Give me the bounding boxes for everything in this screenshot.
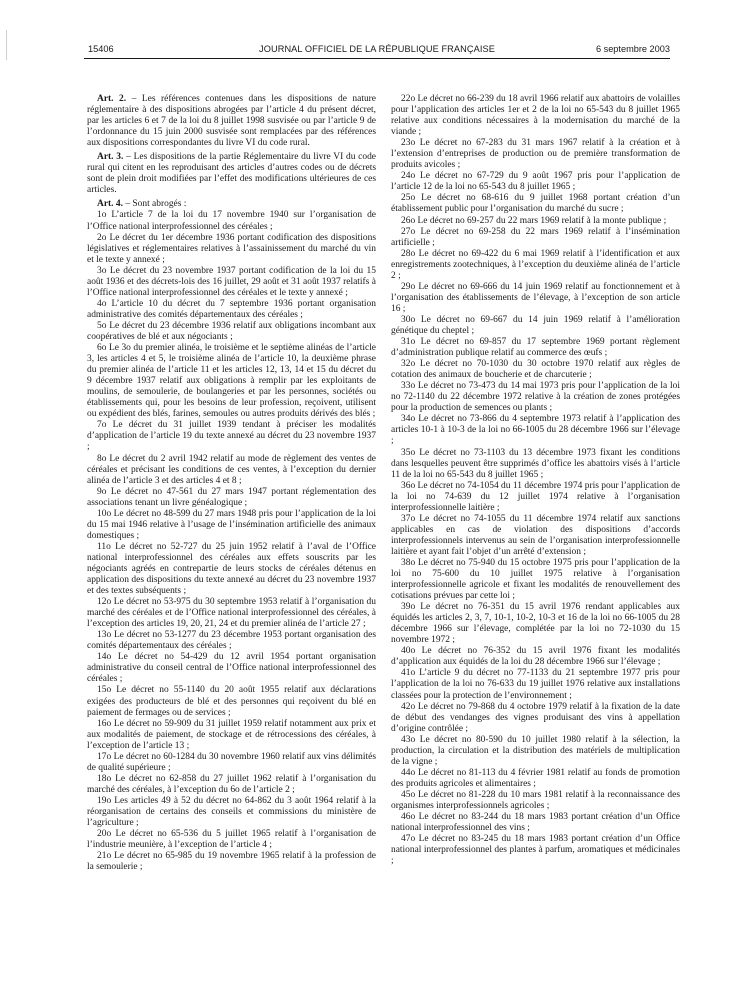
- list-item: 7o Le décret du 31 juillet 1939 tendant à préciser les modalités d’application de l’article 19 du texte annexé au décret du 23 novembre 1937 ;: [87, 420, 376, 453]
- list-item: 46o Le décret no 83-244 du 18 mars 1983 portant création d’un Office national interprofessionnel des vins ;: [391, 812, 680, 834]
- article-text: – Sont abrogés :: [122, 199, 187, 210]
- list-item: 32o Le décret no 70-1030 du 30 octobre 1970 relatif aux règles de cotation des animaux de boucherie et de charcuterie ;: [391, 359, 680, 381]
- list-item: 14o Le décret no 54-429 du 12 avril 1954 portant organisation administrative du conseil central de l’Office national interprofessionnel des céréales ;: [87, 652, 376, 685]
- list-item: 9o Le décret no 47-561 du 27 mars 1947 portant réglementation des associations tenant un livre généalogique ;: [87, 486, 376, 508]
- right-column: [391, 94, 680, 867]
- list-item: 12o Le décret no 53-975 du 30 septembre 1953 relatif à l’organisation du marché des céréales et de l’Office national interprofessionnel des céréales, à l’exception des articles 19, 20, 21, 24 et du premier alinéa de l’article 27 ;: [87, 597, 376, 630]
- list-item: 29o Le décret no 69-666 du 14 juin 1969 relatif au fonctionnement et à l’organisation des établissements de l’élevage, à l’exception de son article 16 ;: [391, 281, 680, 314]
- list-item: 40o Le décret no 76-352 du 15 avril 1976 fixant les modalités d’application aux équidés de la loi du 28 décembre 1966 sur l’élevage ;: [391, 646, 680, 668]
- list-item: 11o Le décret no 52-727 du 25 juin 1952 relatif à l’aval de l’Office national interprofessionnel des céréales aux effets souscrits par les négociants agréés en contrepartie de leurs stocks de céréales détenus en application des dispositions du texte annexé au décret du 23 novembre 1937 et des textes subséquents ;: [87, 541, 376, 597]
- list-item: 23o Le décret no 67-283 du 31 mars 1967 relatif à la création et à l’extension d’entreprises de production ou de première transformation de produits avicoles ;: [391, 138, 680, 171]
- list-item: 24o Le décret no 67-729 du 9 août 1967 pris pour l’application de l’article 12 de la loi no 65-543 du 8 juillet 1965 ;: [391, 171, 680, 193]
- list-item: 22o Le décret no 66-239 du 18 avril 1966 relatif aux abattoirs de volailles pour l’application des articles 1er et 2 de la loi no 65-543 du 8 juillet 1965 relative aux conditions nécessaires à la modernisation du marché de la viande ;: [391, 94, 680, 138]
- list-item: 43o Le décret no 80-590 du 10 juillet 1980 relatif à la sélection, la production, la circulation et la distribution des matériels de multiplication de la vigne ;: [391, 734, 680, 767]
- list-item: 45o Le décret no 81-228 du 10 mars 1981 relatif à la reconnaissance des organismes interprofessionnels agricoles ;: [391, 789, 680, 811]
- left-column: [87, 94, 376, 873]
- article-text: – Les dispositions de la partie Réglementaire du livre VI du code rural qui citent en les reproduisant des articles d’autres codes ou de décrets sont de plein droit modifiées par l’effet des modifications ultérieures de ces articles.: [87, 152, 376, 196]
- list-item: 33o Le décret no 73-473 du 14 mai 1973 pris pour l’application de la loi no 72-1140 du 22 décembre 1972 relative à la création de zones protégées pour la production de semences ou plants ;: [391, 381, 680, 414]
- list-item: 34o Le décret no 73-866 du 4 septembre 1973 relatif à l’application des articles 10-1 à 10-3 de la loi no 66-1005 du 28 décembre 1966 sur l’élevage ;: [391, 414, 680, 447]
- article-label: Art. 2.: [97, 94, 127, 104]
- article-4: [87, 199, 376, 210]
- list-item: 13o Le décret no 53-1277 du 23 décembre 1953 portant organisation des comités départementaux des céréales ;: [87, 630, 376, 652]
- list-item: 44o Le décret no 81-113 du 4 février 1981 relatif au fonds de promotion des produits agricoles et alimentaires ;: [391, 767, 680, 789]
- list-item: 10o Le décret no 48-599 du 27 mars 1948 pris pour l’application de la loi du 15 mai 1946 relative à l’usage de l’insémination artificielle des animaux domestiques ;: [87, 508, 376, 541]
- list-item: 17o Le décret no 60-1284 du 30 novembre 1960 relatif aux vins délimités de qualité supérieure ;: [87, 751, 376, 773]
- list-item: 28o Le décret no 69-422 du 6 mai 1969 relatif à l’identification et aux enregistrements zootechniques, à l’exception du deuxième alinéa de l’article 2 ;: [391, 248, 680, 281]
- journal-title: JOURNAL OFFICIEL DE LA RÉPUBLIQUE FRANÇAISE: [259, 44, 495, 54]
- list-item: 4o L’article 10 du décret du 7 septembre 1936 portant organisation administrative des comités départementaux des céréales ;: [87, 298, 376, 320]
- list-item: 27o Le décret no 69-258 du 22 mars 1969 relatif à l’insémination artificielle ;: [391, 226, 680, 248]
- list-item: 3o Le décret du 23 novembre 1937 portant codification de la loi du 15 août 1936 et des décrets-lois des 16 juillet, 29 août et 31 août 1937 relatifs à l’Office national interprofessionnel des céréales et le texte y annexé ;: [87, 265, 376, 298]
- header-rule: [84, 58, 670, 59]
- list-item: 25o Le décret no 68-616 du 9 juillet 1968 portant création d’un établissement public pour l’organisation du marché du sucre ;: [391, 193, 680, 215]
- list-item: 18o Le décret no 62-858 du 27 juillet 1962 relatif à l’organisation du marché des céréales, à l’exception du 6o de l’article 2 ;: [87, 773, 376, 795]
- list-item: 36o Le décret no 74-1054 du 11 décembre 1974 pris pour l’application de la loi no 74-639 du 12 juillet 1974 relative à l’organisation interprofessionnelle laitière ;: [391, 480, 680, 513]
- article-text: – Les références contenues dans les dispositions de nature réglementaire à des dispositions abrogées par l’article 4 du présent décret, par les articles 6 et 7 de la loi du 8 juillet 1998 susvisée ou par l’article 9 de l’ordonnance du 15 juin 2000 susvisée sont remplacées par des références aux dispositions correspondantes du livre VI du code rural.: [87, 94, 376, 149]
- list-item: 6o Le 3o du premier alinéa, le troisième et le septième alinéas de l’article 3, les articles 4 et 5, le troisième alinéa de l’article 10, la deuxième phrase du premier alinéa de l’article 11 et les articles 12, 13, 14 et 15 du décret du 9 décembre 1937 relatif aux obligations à remplir par les exploitants de moulins, de semoulerie, de boulangeries et par les personnes, sociétés ou établissements qui, pour les besoins de leur profession, reçoivent, utilisent ou expédient des blés, farines, semoules ou autres produits dérivés des blés ;: [87, 343, 376, 420]
- list-item: 41o L’article 9 du décret no 77-1133 du 21 septembre 1977 pris pour l’application de la loi no 76-633 du 19 juillet 1976 relative aux installations classées pour la protection de l’environnement ;: [391, 668, 680, 701]
- list-item: 2o Le décret du 1er décembre 1936 portant codification des dispositions législatives et réglementaires relatives à l’assainissement du marché du vin et le texte y annexé ;: [87, 232, 376, 265]
- list-item: 15o Le décret no 55-1140 du 20 août 1955 relatif aux déclarations exigées des producteurs de blé et des personnes qui reçoivent du blé en paiement de fermages ou de services ;: [87, 685, 376, 718]
- publication-date: 6 septembre 2003: [595, 44, 670, 54]
- list-item: 16o Le décret no 59-909 du 31 juillet 1959 relatif notamment aux prix et aux modalités de paiement, de stockage et de rétrocessions des céréales, à l’exception de l’article 13 ;: [87, 718, 376, 751]
- list-item: 37o Le décret no 74-1055 du 11 décembre 1974 relatif aux sanctions applicables en cas de violation des dispositions d’accords interprofessionnels intervenus au sein de l’organisation interprofessionnelle laitière et ayant fait l’objet d’un arrêté d’extension ;: [391, 513, 680, 557]
- list-item: 31o Le décret no 69-857 du 17 septembre 1969 portant règlement d’administration publique relatif au commerce des œufs ;: [391, 337, 680, 359]
- article-3: [87, 152, 376, 196]
- list-item: 35o Le décret no 73-1103 du 13 décembre 1973 fixant les conditions dans lesquelles peuvent être supprimés d’office les abattoirs visés à l’article 11 de la loi no 65-543 du 8 juillet 1965 ;: [391, 447, 680, 480]
- page-edge-mark: [6, 30, 10, 60]
- list-item: 47o Le décret no 83-245 du 18 mars 1983 portant création d’un Office national interprofessionnel des plantes à parfum, aromatiques et médicinales ;: [391, 834, 680, 867]
- article-label: Art. 4.: [97, 199, 123, 210]
- list-item: 5o Le décret du 23 décembre 1936 relatif aux obligations incombant aux coopératives de blé et aux négociants ;: [87, 320, 376, 342]
- list-item: 20o Le décret no 65-536 du 5 juillet 1965 relatif à l’organisation de l’industrie meunière, à l’exception de l’article 4 ;: [87, 829, 376, 851]
- list-item: 39o Le décret no 76-351 du 15 avril 1976 rendant applicables aux équidés les articles 2, 3, 7, 10-1, 10-2, 10-3 et 16 de la loi no 66-1005 du 28 décembre 1966 sur l’élevage, complétée par la loi no 72-1030 du 15 novembre 1972 ;: [391, 602, 680, 646]
- list-item: 42o Le décret no 79-868 du 4 octobre 1979 relatif à la fixation de la date de début des vendanges des vignes produisant des vins à appellation d’origine contrôlée ;: [391, 701, 680, 734]
- list-item: 26o Le décret no 69-257 du 22 mars 1969 relatif à la monte publique ;: [401, 215, 667, 226]
- list-item: 1o L’article 7 de la loi du 17 novembre 1940 sur l’organisation de l’Office national interprofessionnel des céréales ;: [87, 210, 376, 232]
- list-item: 19o Les articles 49 à 52 du décret no 64-862 du 3 août 1964 relatif à la réorganisation de certains des conseils et commissions du ministère de l’agriculture ;: [87, 795, 376, 829]
- article-label: Art. 3.: [97, 152, 124, 163]
- list-item: 30o Le décret no 69-667 du 14 juin 1969 relatif à l’amélioration génétique du cheptel ;: [391, 314, 680, 336]
- page-number: 15406: [88, 44, 114, 54]
- list-item: 38o Le décret no 75-940 du 15 octobre 1975 pris pour l’application de la loi no 75-600 du 10 juillet 1975 relative à l’organisation interprofessionnelle agricole et fixant les modalités de renouvellement des cotisations prévues par cette loi ;: [391, 557, 680, 602]
- list-item: 8o Le décret du 2 avril 1942 relatif au mode de règlement des ventes de céréales et précisant les conditions de ces ventes, à l’exception du dernier alinéa de l’article 3 et des articles 4 et 8 ;: [87, 453, 376, 486]
- list-item: 21o Le décret no 65-985 du 19 novembre 1965 relatif à la profession de la semoulerie ;: [87, 851, 376, 873]
- article-2: [87, 94, 376, 149]
